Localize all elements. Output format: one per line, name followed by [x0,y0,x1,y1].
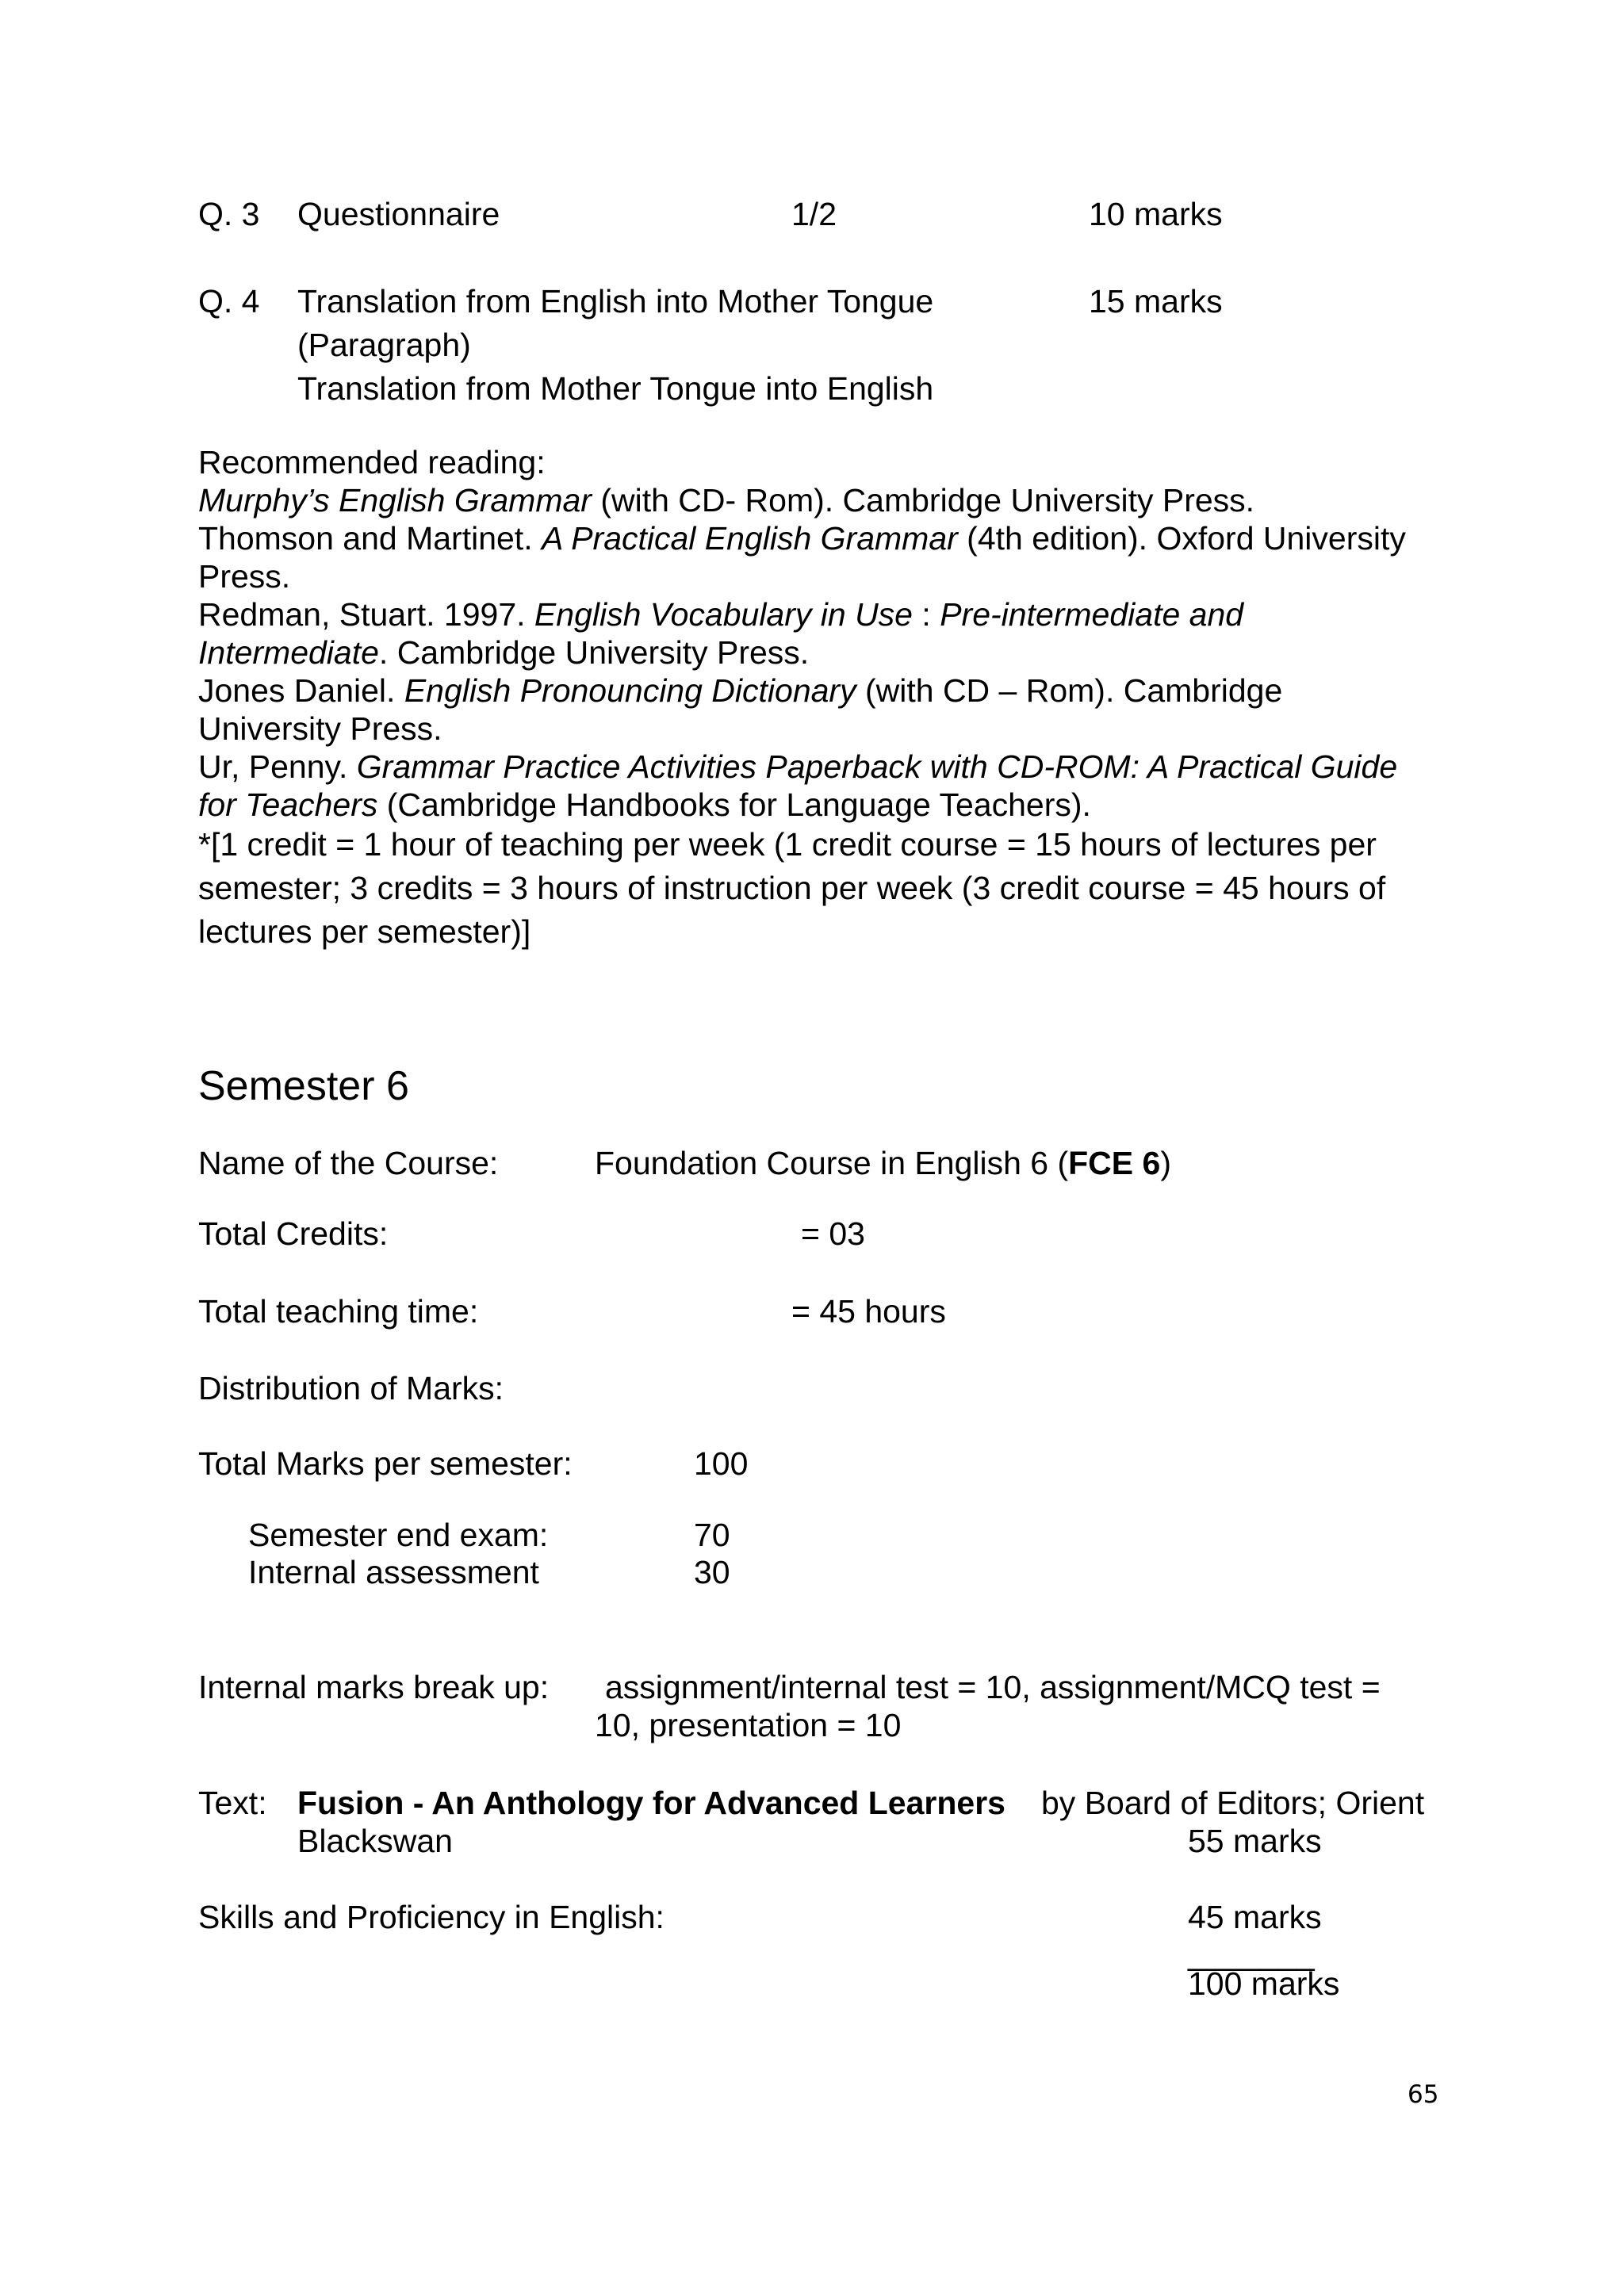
text-label: Text: [198,1785,267,1821]
credit-note: lectures per semester)] [198,913,531,950]
total-marks-value: 100 [694,1445,749,1482]
question-marks: 10 marks [1089,196,1223,232]
semester-exam-label: Semester end exam: [248,1517,549,1553]
teaching-time-value: = 45 hours [791,1293,946,1330]
book-author: Redman, Stuart. 1997. [198,596,534,633]
book-title: for Teachers [198,786,378,823]
course-name-close: ) [1160,1145,1171,1181]
course-name-label: Name of the Course: [198,1145,499,1181]
reading-heading: Recommended reading: [198,444,546,480]
text-publisher: Blackswan [297,1823,453,1859]
book-details: (Cambridge Handbooks for Language Teachers). [377,786,1091,823]
total-credits-label: Total Credits: [198,1215,389,1252]
book-title: English Pronouncing Dictionary [404,672,856,709]
book-title: English Vocabulary in Use [534,596,913,633]
teaching-time-label: Total teaching time: [198,1293,479,1330]
reading-item-continued [198,633,809,672]
skills-marks: 45 marks [1188,1899,1322,1935]
question-title: Translation from English into Mother Tongue [297,283,934,320]
question-title: Questionnaire [297,196,500,232]
book-subtitle: Intermediate [198,634,379,671]
internal-breakup-label: Internal marks break up: [198,1669,550,1705]
reading-item-continued [198,786,1091,824]
book-author: Thomson and Martinet. [198,520,542,557]
question-choice: 1/2 [791,196,837,232]
question-subtitle: (Paragraph) [297,327,471,363]
book-details: (with CD – Rom). Cambridge [856,672,1283,709]
question-number: Q. 3 [198,196,260,232]
reading-item-continued: Press. [198,558,291,595]
text-editors: by Board of Editors; Orient [1041,1785,1425,1821]
book-separator: : [913,596,940,633]
total-rule: _______ [1188,1935,1315,1972]
reading-item [198,595,1243,633]
question-subtitle: Translation from Mother Tongue into English [297,370,934,407]
reading-item [198,672,1282,710]
internal-assessment-value: 30 [694,1554,730,1590]
question-marks: 15 marks [1089,283,1223,320]
reading-item [198,748,1397,786]
question-number: Q. 4 [198,283,260,320]
internal-assessment-label: Internal assessment [248,1554,539,1590]
total-marks-label: Total Marks per semester: [198,1445,573,1482]
book-author: Ur, Penny. [198,748,357,785]
distribution-label: Distribution of Marks: [198,1370,504,1406]
credit-note: semester; 3 credits = 3 hours of instruction per week (3 credit course = 45 hours of [198,870,1386,906]
total-credits-value: = 03 [801,1215,865,1252]
credit-note: *[1 credit = 1 hour of teaching per week (1 credit course = 15 hours of lectures per [198,826,1377,863]
grand-total-marks: 100 marks [1188,1965,1340,2002]
text-title: Fusion - An Anthology for Advanced Learners [297,1785,1005,1821]
course-name-value [595,1144,1171,1182]
book-details: (with CD- Rom). Cambridge University Press. [591,482,1255,519]
semester-heading: Semester 6 [198,1063,409,1109]
course-name-text: Foundation Course in English 6 ( [595,1145,1069,1181]
text-marks: 55 marks [1188,1823,1322,1859]
book-title: Grammar Practice Activities Paperback with CD-ROM: A Practical Guide [356,748,1398,785]
book-author: Jones Daniel. [198,672,404,709]
internal-breakup-value-continued: 10, presentation = 10 [595,1707,902,1743]
reading-item [198,481,1254,519]
semester-exam-value: 70 [694,1517,730,1553]
skills-label: Skills and Proficiency in English: [198,1899,665,1935]
reading-item-continued: University Press. [198,710,442,747]
book-details: . Cambridge University Press. [378,634,810,671]
internal-breakup-value: assignment/internal test = 10, assignment/MCQ test = [605,1669,1381,1705]
course-code: FCE 6 [1068,1145,1161,1181]
page-number: 65 [1408,2080,1439,2109]
book-details: (4th edition). Oxford University [957,520,1406,557]
book-subtitle: Pre-intermediate and [940,596,1244,633]
reading-item [198,519,1406,557]
book-title: Murphy’s English Grammar [198,482,592,519]
book-title: A Practical English Grammar [541,520,958,557]
